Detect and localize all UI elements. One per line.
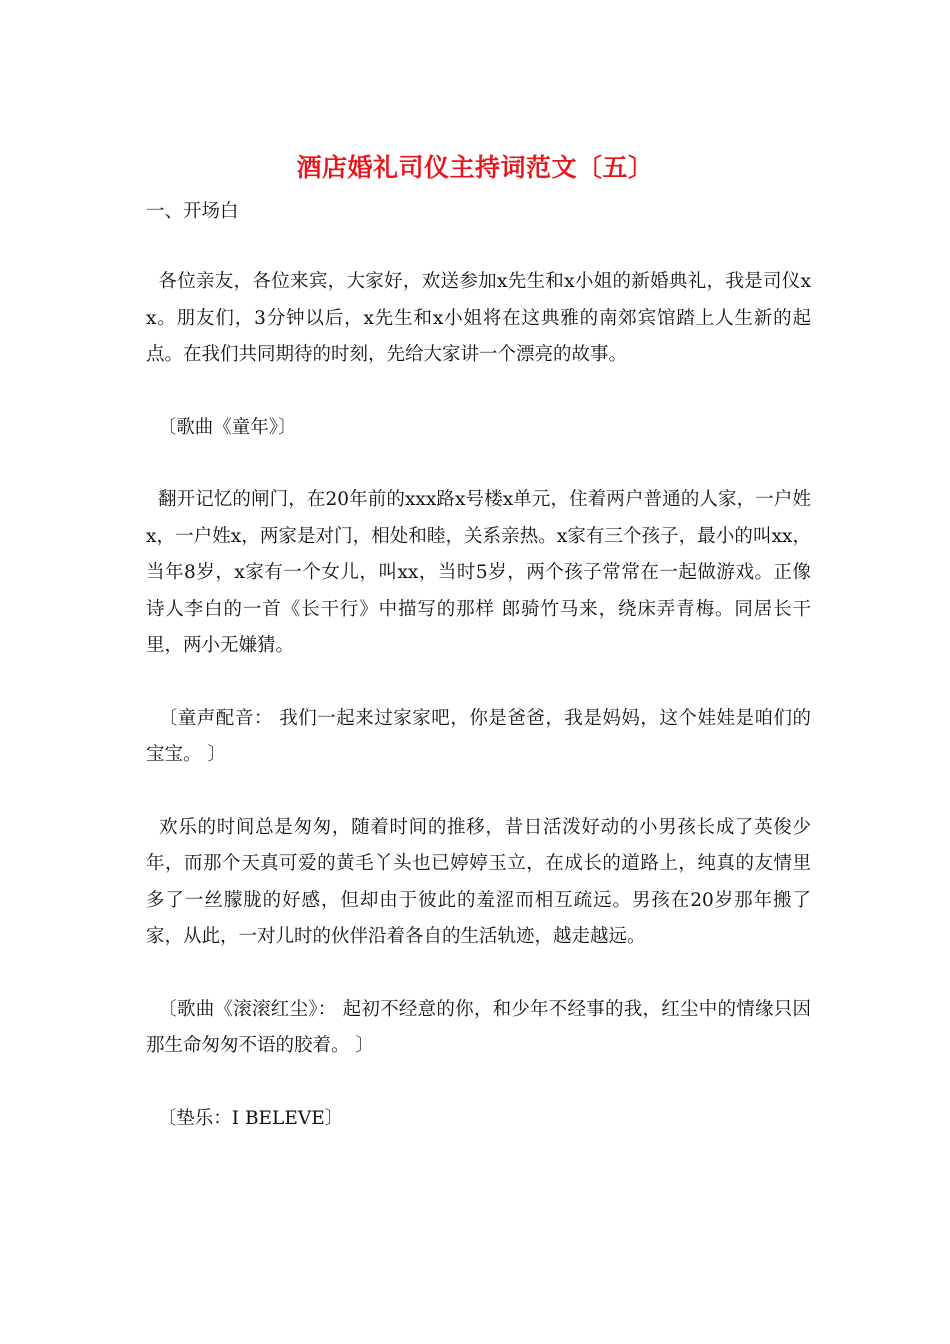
paragraph-spacer [146,956,811,992]
paragraph-spacer [146,228,811,264]
paragraph-background-music: 〔垫乐：I BELEVE〕 [146,1107,344,1129]
paragraph-story: 翻开记忆的闸门，在20年前的xxx路x号楼x单元，住着两户普通的人家，一户姓x，一户姓x，两家是对门，相处和睦，关系亲热。x家有三个孩子，最小的叫xx，当年8岁，x家有一个女儿，叫xx，当时5岁，两个孩子常常在一起做游戏。正像诗人李白的一首《长干行》中描写的那样 郎骑竹马来，绕床弄青梅。同居长干里，两小无嫌猜。 [146,489,811,656]
paragraph-spacer [146,665,811,701]
paragraph-spacer [146,446,811,482]
paragraph-opening: 各位亲友，各位来宾，大家好，欢送参加x先生和x小姐的新婚典礼，我是司仪xx。朋友们，3分钟以后，x先生和x小姐将在这典雅的南郊宾馆踏上人生新的起点。在我们共同期待的时刻，先给大家讲一个漂亮的故事。 [146,271,811,365]
paragraph-growing-up: 欢乐的时间总是匆匆，随着时间的推移，昔日活泼好动的小男孩长成了英俊少年，而那个天真可爱的黄毛丫头也已婷婷玉立，在成长的道路上，纯真的友情里多了一丝朦胧的好感，但却由于彼此的羞涩而相互疏远。男孩在20岁那年搬了家，从此，一对儿时的伙伴沿着各自的生活轨迹，越走越远。 [146,816,811,947]
paragraph-spacer [146,774,811,810]
paragraph-song-childhood: 〔歌曲《童年》〕 [146,416,297,438]
paragraph-spacer [146,374,811,410]
document-body [146,196,811,1137]
paragraph-spacer [146,1065,811,1101]
paragraph-song-red-dust: 〔歌曲《滚滚红尘》： 起初不经意的你，和少年不经事的我，红尘中的情缘只因那生命匆匆不语的胶着。 〕 [146,998,812,1056]
section-heading: 一、开场白 [146,201,239,222]
document-title: 酒店婚礼司仪主持词范文〔五〕 [296,153,654,182]
paragraph-child-voice: 〔童声配音： 我们一起来过家家吧，你是爸爸，我是妈妈，这个娃娃是咱们的宝宝。 〕 [146,707,811,765]
